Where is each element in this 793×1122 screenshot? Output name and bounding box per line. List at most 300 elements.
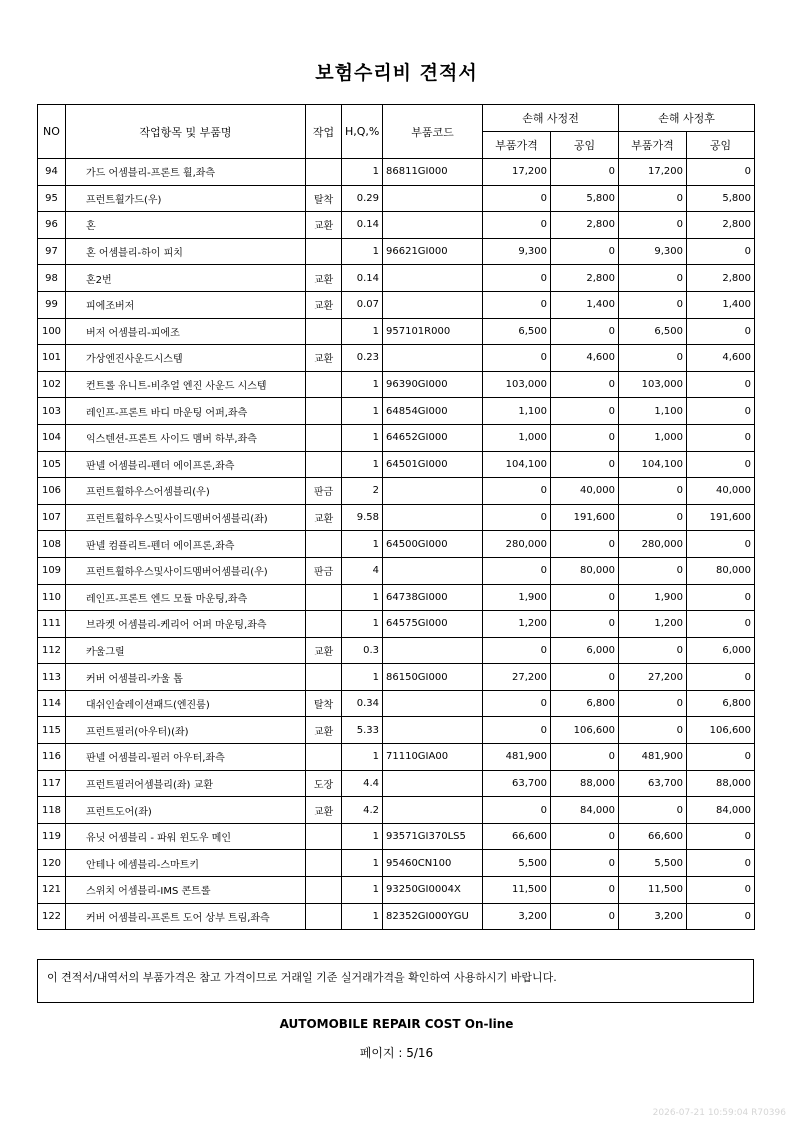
header-after-labor: 공임 (687, 132, 755, 159)
table-row (38, 797, 755, 824)
header-before-labor: 공임 (551, 132, 619, 159)
cell-code (383, 717, 483, 744)
cell-before-labor: 0 (551, 531, 619, 558)
cell-work (306, 850, 342, 877)
cell-item: 프런트도어(좌) (66, 797, 306, 824)
cell-item: 혼 (66, 212, 306, 239)
cell-hq: 0.14 (342, 212, 383, 239)
cell-item: 커버 어셈블리-카울 톱 (66, 664, 306, 691)
table-row (38, 611, 755, 638)
cell-no: 115 (38, 717, 66, 744)
cell-after-labor: 0 (687, 531, 755, 558)
cell-after-price: 5,500 (619, 850, 687, 877)
cell-after-labor: 0 (687, 318, 755, 345)
cell-work (306, 371, 342, 398)
cell-before-labor: 0 (551, 664, 619, 691)
cell-hq: 1 (342, 611, 383, 638)
cell-hq: 1 (342, 318, 383, 345)
table-row (38, 291, 755, 318)
header-after-price: 부품가격 (619, 132, 687, 159)
cell-item: 프런트휠가드(우) (66, 185, 306, 212)
cell-after-labor: 88,000 (687, 770, 755, 797)
cell-work (306, 424, 342, 451)
cell-work (306, 159, 342, 186)
cell-item: 레인프-프론트 엔드 모듈 마운팅,좌측 (66, 584, 306, 611)
cell-work: 교환 (306, 265, 342, 292)
cell-before-labor: 106,600 (551, 717, 619, 744)
header-work: 작업 (306, 105, 342, 159)
cell-before-labor: 0 (551, 584, 619, 611)
cell-no: 106 (38, 478, 66, 505)
header-code: 부품코드 (383, 105, 483, 159)
cell-before-labor: 1,400 (551, 291, 619, 318)
cell-no: 97 (38, 238, 66, 265)
disclaimer-note: 이 견적서/내역서의 부품가격은 참고 가격이므로 거래일 기준 실거래가격을 확인하여 사용하시기 바랍니다. (37, 959, 754, 1003)
cell-no: 120 (38, 850, 66, 877)
cell-work: 교환 (306, 345, 342, 372)
cell-hq: 0.23 (342, 345, 383, 372)
cell-before-labor: 0 (551, 398, 619, 425)
cell-before-labor: 0 (551, 823, 619, 850)
cell-before-price: 5,500 (483, 850, 551, 877)
cell-item: 안테나 에셈블리-스마트키 (66, 850, 306, 877)
cell-after-labor: 106,600 (687, 717, 755, 744)
cell-after-price: 1,000 (619, 424, 687, 451)
cell-no: 121 (38, 877, 66, 904)
cell-after-price: 0 (619, 185, 687, 212)
cell-after-labor: 80,000 (687, 557, 755, 584)
cell-after-labor: 0 (687, 823, 755, 850)
table-row (38, 770, 755, 797)
cell-no: 98 (38, 265, 66, 292)
estimate-table (37, 104, 755, 930)
cell-code: 93250GI0004X (383, 877, 483, 904)
cell-after-price: 0 (619, 637, 687, 664)
cell-no: 94 (38, 159, 66, 186)
cell-item: 판넬 어셈블리-펜더 에이프론,좌측 (66, 451, 306, 478)
cell-after-labor: 0 (687, 877, 755, 904)
table-row (38, 185, 755, 212)
cell-no: 105 (38, 451, 66, 478)
cell-item: 커버 어셈블리-프론트 도어 상부 트림,좌측 (66, 903, 306, 930)
cell-code: 93571GI370LS5 (383, 823, 483, 850)
cell-code: 86150GI000 (383, 664, 483, 691)
cell-code: 64501GI000 (383, 451, 483, 478)
cell-hq: 0.29 (342, 185, 383, 212)
cell-before-labor: 0 (551, 238, 619, 265)
cell-no: 118 (38, 797, 66, 824)
table-row (38, 424, 755, 451)
cell-before-labor: 6,000 (551, 637, 619, 664)
cell-hq: 0.3 (342, 637, 383, 664)
print-timestamp: 2026-07-21 10:59:04 R70396 (652, 1108, 786, 1118)
table-row (38, 265, 755, 292)
cell-no: 113 (38, 664, 66, 691)
cell-item: 프런트휠하우스어셈블리(우) (66, 478, 306, 505)
cell-before-price: 6,500 (483, 318, 551, 345)
cell-before-price: 0 (483, 557, 551, 584)
cell-after-price: 280,000 (619, 531, 687, 558)
cell-after-labor: 1,400 (687, 291, 755, 318)
cell-before-price: 0 (483, 504, 551, 531)
table-row (38, 371, 755, 398)
cell-work: 교환 (306, 637, 342, 664)
cell-before-labor: 0 (551, 877, 619, 904)
cell-item: 브라켓 어셈블리-케리어 어퍼 마운팅,좌측 (66, 611, 306, 638)
cell-before-price: 17,200 (483, 159, 551, 186)
cell-before-price: 0 (483, 717, 551, 744)
cell-after-price: 1,100 (619, 398, 687, 425)
cell-before-labor: 5,800 (551, 185, 619, 212)
cell-after-labor: 0 (687, 850, 755, 877)
cell-hq: 4.2 (342, 797, 383, 824)
document-title: 보험수리비 견적서 (315, 62, 478, 84)
cell-before-price: 1,000 (483, 424, 551, 451)
cell-work (306, 531, 342, 558)
cell-item: 프런트휠하우스및사이드멤버어셈블리(좌) (66, 504, 306, 531)
cell-item: 컨트롤 유니트-비추얼 엔진 사운드 시스템 (66, 371, 306, 398)
cell-code: 82352GI000YGU (383, 903, 483, 930)
cell-hq: 0.07 (342, 291, 383, 318)
cell-work: 판금 (306, 478, 342, 505)
cell-after-labor: 0 (687, 744, 755, 771)
cell-before-price: 9,300 (483, 238, 551, 265)
cell-before-labor: 6,800 (551, 690, 619, 717)
header-no: NO (38, 105, 66, 159)
cell-after-price: 6,500 (619, 318, 687, 345)
cell-hq: 1 (342, 531, 383, 558)
cell-before-price: 0 (483, 637, 551, 664)
cell-after-labor: 2,800 (687, 265, 755, 292)
cell-work (306, 451, 342, 478)
cell-code: 64652GI000 (383, 424, 483, 451)
cell-no: 103 (38, 398, 66, 425)
cell-item: 스위치 어셈블리-IMS 콘트롤 (66, 877, 306, 904)
cell-before-labor: 0 (551, 424, 619, 451)
cell-after-labor: 6,000 (687, 637, 755, 664)
cell-no: 112 (38, 637, 66, 664)
cell-before-price: 0 (483, 265, 551, 292)
cell-hq: 4 (342, 557, 383, 584)
cell-after-price: 66,600 (619, 823, 687, 850)
cell-before-price: 0 (483, 212, 551, 239)
cell-item: 카울그릴 (66, 637, 306, 664)
cell-no: 99 (38, 291, 66, 318)
cell-before-labor: 80,000 (551, 557, 619, 584)
cell-code: 64575GI000 (383, 611, 483, 638)
cell-before-price: 0 (483, 345, 551, 372)
cell-no: 116 (38, 744, 66, 771)
cell-work (306, 744, 342, 771)
cell-code (383, 690, 483, 717)
cell-item: 프런트필러(아우터)(좌) (66, 717, 306, 744)
cell-code (383, 265, 483, 292)
cell-item: 혼 어셈블리-하이 피치 (66, 238, 306, 265)
cell-code (383, 557, 483, 584)
cell-before-price: 3,200 (483, 903, 551, 930)
cell-after-price: 0 (619, 797, 687, 824)
cell-item: 버저 어셈블리-피에조 (66, 318, 306, 345)
table-row (38, 504, 755, 531)
header-item: 작업항목 및 부품명 (66, 105, 306, 159)
cell-before-labor: 2,800 (551, 212, 619, 239)
cell-after-price: 0 (619, 717, 687, 744)
cell-after-labor: 0 (687, 238, 755, 265)
cell-after-price: 103,000 (619, 371, 687, 398)
cell-before-price: 103,000 (483, 371, 551, 398)
cell-before-price: 280,000 (483, 531, 551, 558)
cell-before-price: 27,200 (483, 664, 551, 691)
cell-before-price: 11,500 (483, 877, 551, 904)
cell-code (383, 345, 483, 372)
cell-code: 957101R000 (383, 318, 483, 345)
cell-code (383, 797, 483, 824)
cell-no: 111 (38, 611, 66, 638)
cell-item: 레인프-프론트 바디 마운팅 어퍼,좌측 (66, 398, 306, 425)
cell-before-labor: 0 (551, 159, 619, 186)
header-hq: H,Q,% (342, 105, 383, 159)
cell-after-labor: 84,000 (687, 797, 755, 824)
cell-after-labor: 40,000 (687, 478, 755, 505)
cell-hq: 5.33 (342, 717, 383, 744)
cell-after-price: 1,900 (619, 584, 687, 611)
cell-work (306, 823, 342, 850)
cell-work: 교환 (306, 212, 342, 239)
table-row (38, 584, 755, 611)
cell-hq: 1 (342, 664, 383, 691)
cell-item: 가상엔진사운드시스템 (66, 345, 306, 372)
cell-after-price: 104,100 (619, 451, 687, 478)
cell-before-price: 104,100 (483, 451, 551, 478)
cell-before-price: 1,100 (483, 398, 551, 425)
cell-no: 122 (38, 903, 66, 930)
cell-before-price: 0 (483, 478, 551, 505)
footer-brand: AUTOMOBILE REPAIR COST On-line (279, 1017, 514, 1031)
cell-before-labor: 4,600 (551, 345, 619, 372)
cell-code: 64500GI000 (383, 531, 483, 558)
cell-before-price: 1,900 (483, 584, 551, 611)
cell-hq: 1 (342, 903, 383, 930)
cell-item: 피에조버저 (66, 291, 306, 318)
cell-after-price: 17,200 (619, 159, 687, 186)
cell-no: 114 (38, 690, 66, 717)
cell-after-labor: 6,800 (687, 690, 755, 717)
cell-before-price: 481,900 (483, 744, 551, 771)
cell-hq: 0.14 (342, 265, 383, 292)
cell-after-price: 63,700 (619, 770, 687, 797)
cell-code (383, 478, 483, 505)
cell-work: 도장 (306, 770, 342, 797)
cell-after-price: 0 (619, 291, 687, 318)
cell-after-labor: 0 (687, 398, 755, 425)
cell-after-labor: 2,800 (687, 212, 755, 239)
cell-no: 101 (38, 345, 66, 372)
table-row (38, 717, 755, 744)
table-row (38, 877, 755, 904)
table-row (38, 238, 755, 265)
cell-work (306, 238, 342, 265)
cell-hq: 1 (342, 424, 383, 451)
cell-code: 96390GI000 (383, 371, 483, 398)
header-before: 손해 사정전 (483, 105, 619, 132)
cell-no: 119 (38, 823, 66, 850)
table-row (38, 451, 755, 478)
cell-no: 96 (38, 212, 66, 239)
cell-after-labor: 4,600 (687, 345, 755, 372)
cell-after-price: 0 (619, 690, 687, 717)
cell-work (306, 584, 342, 611)
cell-item: 프런트휠하우스및사이드멤버어셈블리(우) (66, 557, 306, 584)
cell-code (383, 291, 483, 318)
cell-hq: 0.34 (342, 690, 383, 717)
cell-after-price: 481,900 (619, 744, 687, 771)
cell-code (383, 212, 483, 239)
cell-after-price: 27,200 (619, 664, 687, 691)
cell-after-price: 0 (619, 478, 687, 505)
estimate-rows (38, 159, 755, 930)
cell-work (306, 664, 342, 691)
cell-before-price: 1,200 (483, 611, 551, 638)
cell-before-price: 66,600 (483, 823, 551, 850)
table-row (38, 159, 755, 186)
cell-item: 혼2번 (66, 265, 306, 292)
cell-after-labor: 5,800 (687, 185, 755, 212)
cell-work (306, 611, 342, 638)
header-after: 손해 사정후 (619, 105, 755, 132)
table-row (38, 850, 755, 877)
cell-before-price: 63,700 (483, 770, 551, 797)
cell-before-labor: 2,800 (551, 265, 619, 292)
table-row (38, 637, 755, 664)
cell-work: 탈착 (306, 185, 342, 212)
cell-no: 108 (38, 531, 66, 558)
cell-item: 익스텐션-프론트 사이드 멤버 하부,좌측 (66, 424, 306, 451)
cell-work: 교환 (306, 504, 342, 531)
table-row (38, 903, 755, 930)
cell-code (383, 185, 483, 212)
cell-before-labor: 40,000 (551, 478, 619, 505)
cell-after-price: 1,200 (619, 611, 687, 638)
cell-work: 교환 (306, 291, 342, 318)
table-row (38, 557, 755, 584)
cell-before-labor: 0 (551, 744, 619, 771)
cell-item: 대쉬인슐레이션패드(엔진룸) (66, 690, 306, 717)
cell-hq: 4.4 (342, 770, 383, 797)
cell-hq: 9.58 (342, 504, 383, 531)
table-row (38, 398, 755, 425)
cell-after-labor: 0 (687, 584, 755, 611)
cell-after-price: 0 (619, 557, 687, 584)
cell-after-price: 0 (619, 265, 687, 292)
cell-before-labor: 0 (551, 903, 619, 930)
cell-hq: 1 (342, 398, 383, 425)
cell-hq: 1 (342, 159, 383, 186)
cell-code: 64738GI000 (383, 584, 483, 611)
cell-after-price: 9,300 (619, 238, 687, 265)
cell-hq: 1 (342, 823, 383, 850)
table-row (38, 212, 755, 239)
cell-no: 100 (38, 318, 66, 345)
cell-code: 71110GIA00 (383, 744, 483, 771)
cell-before-price: 0 (483, 185, 551, 212)
cell-after-labor: 0 (687, 903, 755, 930)
cell-code (383, 770, 483, 797)
cell-hq: 1 (342, 451, 383, 478)
page-number: 페이지 : 5/16 (359, 1046, 434, 1060)
table-row (38, 531, 755, 558)
cell-hq: 1 (342, 744, 383, 771)
table-row (38, 478, 755, 505)
cell-hq: 1 (342, 371, 383, 398)
cell-work: 탈착 (306, 690, 342, 717)
cell-item: 프런트필러어셈블리(좌) 교환 (66, 770, 306, 797)
cell-no: 117 (38, 770, 66, 797)
cell-before-labor: 0 (551, 850, 619, 877)
table-row (38, 318, 755, 345)
cell-no: 109 (38, 557, 66, 584)
cell-item: 판넬 어셈블리-필러 아우터,좌측 (66, 744, 306, 771)
cell-before-price: 0 (483, 797, 551, 824)
cell-item: 판넬 컴플리트-펜더 에이프론,좌측 (66, 531, 306, 558)
cell-code: 64854GI000 (383, 398, 483, 425)
cell-after-labor: 0 (687, 159, 755, 186)
cell-work: 교환 (306, 717, 342, 744)
cell-before-labor: 0 (551, 451, 619, 478)
cell-after-labor: 0 (687, 611, 755, 638)
table-row (38, 690, 755, 717)
cell-before-labor: 191,600 (551, 504, 619, 531)
cell-item: 가드 어셈블리-프론트 휠,좌측 (66, 159, 306, 186)
cell-before-labor: 0 (551, 371, 619, 398)
cell-no: 110 (38, 584, 66, 611)
cell-no: 95 (38, 185, 66, 212)
cell-after-price: 0 (619, 345, 687, 372)
table-row (38, 744, 755, 771)
cell-hq: 1 (342, 584, 383, 611)
cell-no: 102 (38, 371, 66, 398)
cell-work (306, 318, 342, 345)
cell-hq: 1 (342, 850, 383, 877)
cell-after-labor: 0 (687, 664, 755, 691)
cell-after-labor: 0 (687, 451, 755, 478)
table-row (38, 664, 755, 691)
cell-item: 유닛 어셈블리 - 파워 윈도우 메인 (66, 823, 306, 850)
cell-after-labor: 191,600 (687, 504, 755, 531)
cell-hq: 1 (342, 238, 383, 265)
cell-work: 판금 (306, 557, 342, 584)
cell-after-price: 0 (619, 504, 687, 531)
table-row (38, 823, 755, 850)
cell-hq: 1 (342, 877, 383, 904)
cell-work (306, 398, 342, 425)
cell-before-labor: 88,000 (551, 770, 619, 797)
cell-before-price: 0 (483, 291, 551, 318)
cell-code: 86811GI000 (383, 159, 483, 186)
cell-code: 96621GI000 (383, 238, 483, 265)
cell-work (306, 877, 342, 904)
cell-after-price: 0 (619, 212, 687, 239)
cell-code (383, 504, 483, 531)
cell-before-labor: 0 (551, 611, 619, 638)
cell-work (306, 903, 342, 930)
cell-before-labor: 84,000 (551, 797, 619, 824)
cell-after-price: 11,500 (619, 877, 687, 904)
cell-before-price: 0 (483, 690, 551, 717)
cell-code (383, 637, 483, 664)
header-before-price: 부품가격 (483, 132, 551, 159)
cell-hq: 2 (342, 478, 383, 505)
cell-before-labor: 0 (551, 318, 619, 345)
